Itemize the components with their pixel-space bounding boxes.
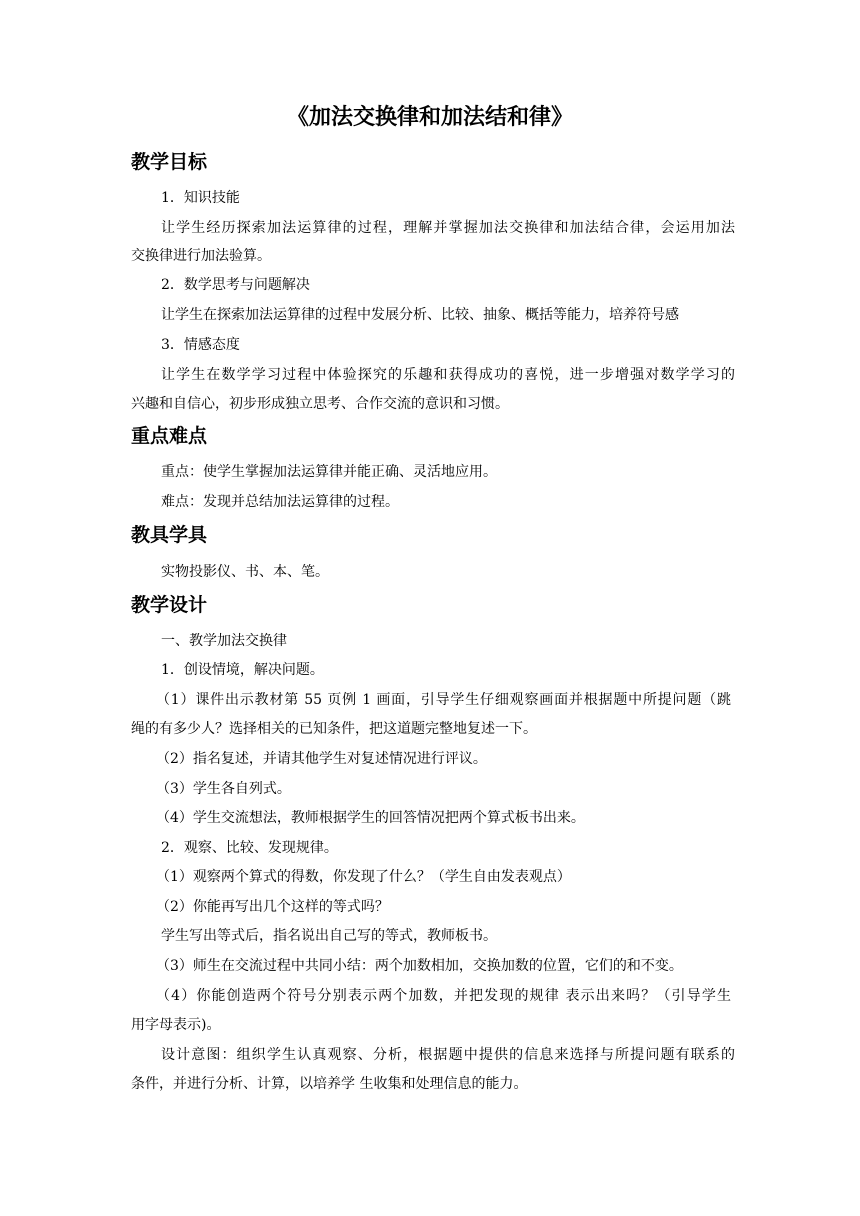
paragraph-text: 一、教学加法交换律 bbox=[161, 633, 287, 649]
paragraph-text: （3）学生各自列式。 bbox=[156, 781, 291, 797]
section-heading-key-points: 重点难点 bbox=[131, 425, 208, 447]
paragraph-text: 让学生在数学学习过程中体验探究的乐趣和获得成功的喜悦，进一步增强对数学学习的 bbox=[161, 367, 735, 383]
paragraph-text: 设计意图：组织学生认真观察、分析，根据题中提供的信息来选择与所提问题有联系的 bbox=[161, 1047, 735, 1063]
document-title: 《加法交换律和加法结和律》 bbox=[286, 104, 573, 130]
section-heading-teaching-aids: 教具学具 bbox=[131, 524, 208, 546]
paragraph-text: 让学生经历探索加法运算律的过程，理解并掌握加法交换律和加法结合律，会运用加法 bbox=[161, 220, 735, 236]
paragraph-label: 2．数学思考与问题解决 bbox=[161, 277, 310, 293]
paragraph-text: 让学生在探索加法运算律的过程中发展分析、比较、抽象、概括等能力，培养符号感 bbox=[161, 307, 679, 323]
paragraph-text: 实物投影仪、书、本、笔。 bbox=[161, 564, 329, 580]
paragraph-text: （3）师生在交流过程中共同小结：两个加数相加，交换加数的位置，它们的和不变。 bbox=[156, 958, 683, 974]
paragraph-text: 交换律进行加法验算。 bbox=[131, 248, 271, 264]
section-heading-teaching-design: 教学设计 bbox=[131, 594, 208, 616]
paragraph-text: （4）学生交流想法，教师根据学生的回答情况把两个算式板书出来。 bbox=[156, 810, 585, 826]
paragraph-text: 用字母表示)。 bbox=[131, 1017, 221, 1033]
paragraph-text: 绳的有多少人？选择相关的已知条件，把这道题完整地复述一下。 bbox=[131, 721, 537, 737]
paragraph-text: （2）你能再写出几个这样的等式吗？ bbox=[156, 899, 389, 915]
paragraph-text: （2）指名复述，并请其他学生对复述情况进行评议。 bbox=[156, 751, 487, 767]
paragraph-text: 学生写出等式后，指名说出自己写的等式，教师板书。 bbox=[161, 928, 497, 944]
paragraph-text: 1．创设情境，解决问题。 bbox=[161, 662, 324, 678]
paragraph-text: （4）你能创造两个符号分别表示两个加数，并把发现的规律 表示出来吗？（引导学生 bbox=[156, 988, 731, 1004]
paragraph-text: 2．观察、比较、发现规律。 bbox=[161, 840, 338, 856]
paragraph-label: 3．情感态度 bbox=[161, 337, 240, 353]
paragraph-text: 条件，并进行分析、计算，以培养学 生收集和处理信息的能力。 bbox=[131, 1076, 528, 1092]
paragraph-text: 难点：发现并总结加法运算律的过程。 bbox=[161, 494, 399, 510]
section-heading-teaching-goals: 教学目标 bbox=[131, 151, 208, 173]
paragraph-text: （1）课件出示教材第 55 页例 1 画面，引导学生仔细观察画面并根据题中所提问题（跳 bbox=[156, 692, 731, 708]
paragraph-text: 兴趣和自信心，初步形成独立思考、合作交流的意识和习惯。 bbox=[131, 396, 509, 412]
paragraph-label: 1．知识技能 bbox=[161, 190, 240, 206]
paragraph-text: （1）观察两个算式的得数，你发现了什么？（学生自由发表观点） bbox=[156, 869, 571, 885]
paragraph-text: 重点：使学生掌握加法运算律并能正确、灵活地应用。 bbox=[161, 464, 497, 480]
